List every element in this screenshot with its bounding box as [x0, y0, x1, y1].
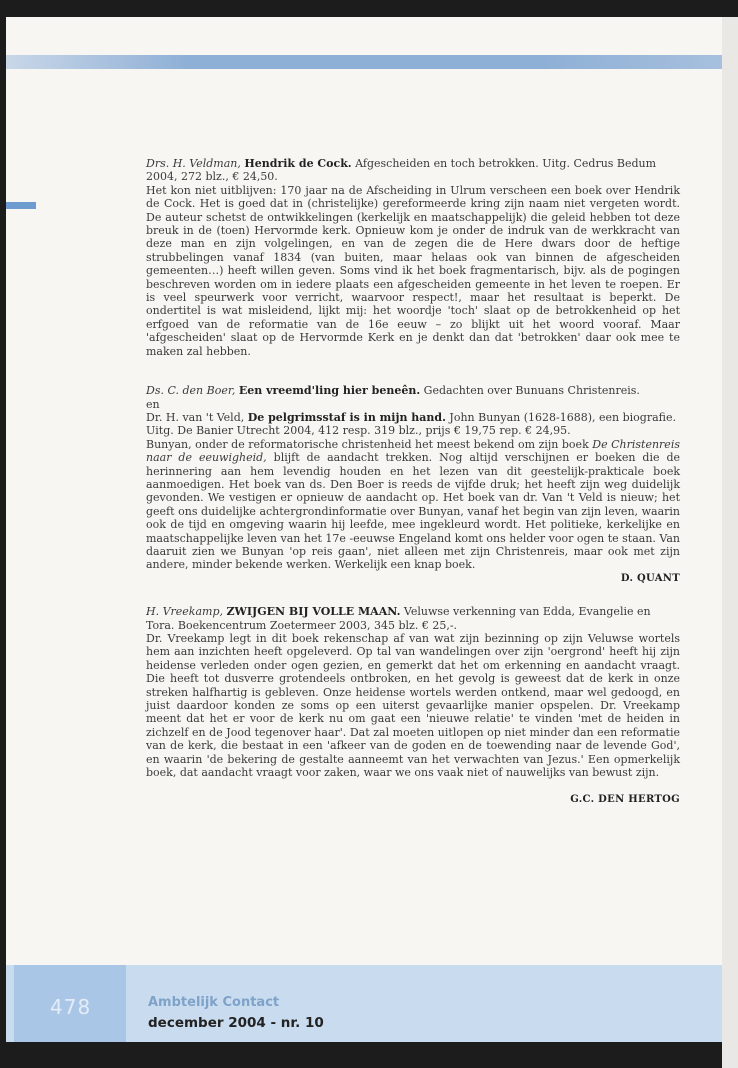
review-body-rest: blijft de aandacht trekken. Nog altijd verschijnen er boeken die de herinnering aan hem levendig houden en het lezen van dit geestelijk-prakticale boek aanmoedigen. Het boek van ds. Den Boer is reeds de vijfde druk; het heeft zijn weg duidelijk gevonden. We vestigen er opnieuw de aandacht op. Het boek van dr. Van 't Veld is nieuw; het geeft ons duidelijke achtergrondinformatie over Bunyan, vanaf het begin van zijn leven, waarin ook de tijd en omgeving waarin hij leefde, mee ingekleurd wordt. Het politieke, kerkelijke en maatschappelijke leven van het 17e -eeuwse Engeland komt ons helder voor ogen te staan. Van daaruit zien we Bunyan 'op reis gaan', niet alleen met zijn Christenreis, maar ook met zijn andere, minder bekende werken. Werkelijk een knap boek.: [146, 451, 680, 572]
review-author: H. Vreekamp,: [146, 605, 223, 619]
book-title-second: De pelgrimsstaf is in mijn hand.: [247, 410, 446, 424]
book-details: Veluwse verkenning van Edda, Evangelie en Tora. Boekencentrum Zoetermeer 2003, 345 blz. € 25,-.: [146, 605, 651, 632]
book-citation: [146, 157, 680, 184]
book-details: Gedachten over Bunuans Christenreis.: [423, 384, 640, 398]
book-citation: [146, 384, 680, 397]
page-number: 478: [50, 995, 92, 1019]
page-edge: [722, 17, 738, 1068]
review-body: Dr. Vreekamp legt in dit boek rekenschap af van wat zijn bezinning op zijn Veluwse wortels hem aan inzichten heeft opgeleverd. Op tal van wandelingen over zijn 'oergrond' heeft hij zijn heidense verleden onder ogen gezien, en gemerkt dat het om erkenning en aandacht vraagt. Die heeft tot dusverre grotendeels ontbroken, en het gevolg is geweest dat de kerk in onze streken halfhartig is gebleven. Onze heidense wortels werden ontkend, maar wel gedoogd, en juist daardoor konden ze soms op een uiterst gevaarlijke manier opspelen. Dr. Vreekamp meent dat het er voor de kerk nu om gaat een 'nieuwe relatie' te vinden 'met de heiden in zichzelf en de Jood tegenover haar'. Dat zal moeten uitlopen op niet minder dan een reformatie van de kerk, die bestaat in een 'afkeer van de goden en de toewending naar de levende God', en waarin 'de bekering de gestalte aanneemt van het verwachten van Jezus.' Een opmerkelijk boek, dat aandacht vraagt voor zaken, waar we ons vaak niet of nauwelijks van bewust zijn.: [146, 632, 680, 780]
reviewer-signature: D. QUANT: [620, 572, 680, 584]
margin-marker: [6, 202, 36, 209]
review-body-intro: Bunyan, onder de reformatorische christenheid het meest bekend om zijn boek: [146, 437, 589, 451]
header-color-band: [6, 55, 726, 69]
issue-label: december 2004 - nr. 10: [148, 1015, 324, 1031]
book-citation: [146, 605, 680, 632]
book-title: ZWIJGEN BIJ VOLLE MAAN.: [226, 605, 401, 619]
review-bunyan: [146, 384, 680, 585]
book-details: Afgescheiden en toch betrokken. Uitg. Cedrus Bedum 2004, 272 blz., € 24,50.: [146, 157, 657, 184]
review-veldman: [146, 157, 680, 358]
book-title: Een vreemd'ling hier beneên.: [238, 384, 421, 398]
citation-connector: en: [146, 397, 160, 411]
book-details-second: John Bunyan (1628-1688), een biografie. Uitg. De Banier Utrecht 2004, 412 resp. 319 blz., prijs € 19,75 rep. € 24,95.: [146, 410, 676, 438]
review-vreekamp: [146, 605, 680, 807]
reviews-column: [146, 157, 680, 807]
magazine-page: [6, 17, 726, 1042]
review-body: Het kon niet uitblijven: 170 jaar na de Afscheiding in Ulrum verscheen een boek over Hendrik de Cock. Het is goed dat in (christelijke) gereformeerde kring zijn naam niet vergeten wordt. De auteur schetst de ontwikkelingen (kerkelijk en maatschappelijk) die geleid hebben tot deze breuk in de (toen) Hervormde kerk. Opnieuw kom je onder de indruk van de werkkracht van deze man en zijn volgelingen, en van de zegen die de Here dwars door de heftige strubbelingen vanaf 1834 (van buiten, maar helaas ook van binnen de afgescheiden gemeenten…) heeft willen geven. Soms vind ik het boek fragmentarisch, bijv. als de pogingen beschreven worden om in iedere plaats een afgescheiden gemeente in het leven te roepen. Er is veel speurwerk voor verricht, waarvoor respect!, maar het resultaat is beperkt. De ondertitel is wat misleidend, lijkt mij: het woordje 'toch' slaat op de betrokkenheid op het erfgoed van de reformatie van de 16e eeuw – zo blijkt uit het woord vooraf. Maar 'afgescheiden' slaat op de Hervormde Kerk en je denkt dan dat 'betrokken' daar ook mee te maken zal hebben.: [146, 183, 680, 358]
book-citation-second: [146, 411, 680, 438]
magazine-name: Ambtelijk Contact: [148, 995, 280, 1010]
reviewer-signature: G.C. DEN HERTOG: [570, 794, 680, 806]
review-body-book-title: De Christenreis naar de eeuwigheid,: [146, 437, 680, 465]
book-title: Hendrik de Cock.: [244, 157, 352, 170]
review-body: [146, 438, 680, 572]
review-author-second: Dr. H. van 't Veld,: [146, 410, 245, 424]
review-author: Drs. H. Veldman,: [146, 157, 241, 170]
review-author: Ds. C. den Boer,: [146, 384, 236, 398]
